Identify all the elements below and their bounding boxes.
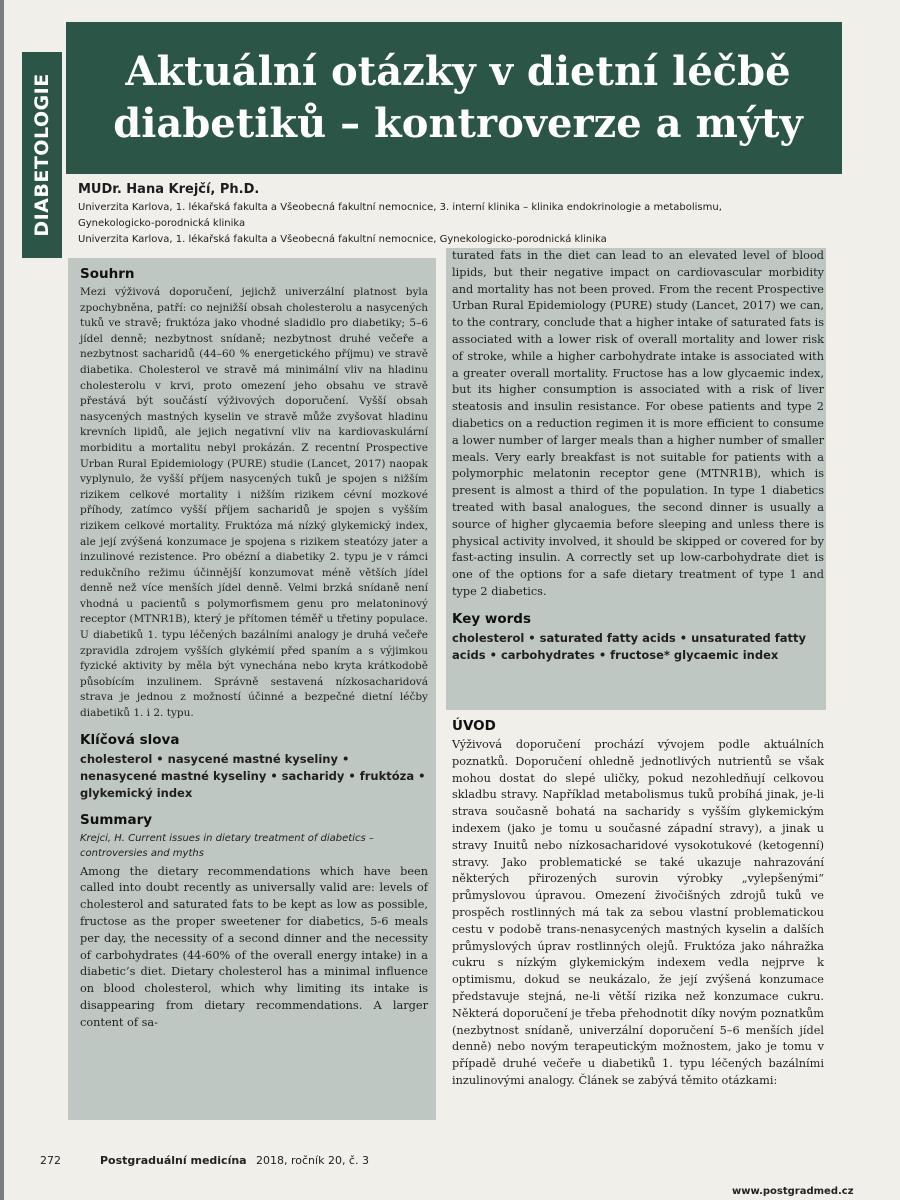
uvod-heading: ÚVOD (452, 718, 496, 734)
abstract-column-left (80, 266, 428, 1032)
page-number: 272 (40, 1154, 61, 1167)
affiliation-2: Gynekologicko-porodnická klinika (78, 218, 246, 229)
page-footer (40, 1154, 840, 1170)
author-name: MUDr. Hana Krejčí, Ph.D. (78, 182, 260, 197)
key-words-heading: Key words (452, 610, 531, 627)
key-words-text: cholesterol • saturated fatty acids • unsaturated fatty acids • carbohydrates • fructose* glycaemic index (452, 630, 807, 662)
summary-text-right: turated fats in the diet can lead to an elevated level of blood lipids, but their negative impact on cardiovascular morbidity and mortality has not been proved. From the recent Prospective Urban Rural Epidemiology (PURE) study (Lancet, 2017) we can, to the contrary, conclude that a higher intake of saturated fats is associated with a lower risk of overall mortality and lower risk of stroke, while a higher carbohydrate intake is associated with a greater overall mortality. Fructose has a low glycaemic index, but its higher consumption is associated with a risk of liver steatosis and insulin resistance. For obese patients and type 2 diabetics on a reduction regimen it is more efficient to consume a lower number of larger meals than a higher number of smaller meals. Very early breakfast is not suitable for patients with a polymorphic melatonin receptor gene (MTNR1B), which is present is almost a third of the population. In type 1 diabetics treated with basal analogues, the second dinner is usually a source of higher glycaemia before sleeping and unless there is physical activity involved, it should be skipped or covered for by fast-acting insulin. A correctly set up low-carbohydrate diet is one of the options for a safe dietary treatment of type 1 and type 2 diabetics. (452, 249, 824, 598)
section-tab (22, 52, 62, 258)
section-tab-label: DIABETOLOGIE (31, 73, 53, 237)
author-block (78, 182, 818, 248)
article-title: Aktuální otázky v dietní léčbě diabetiků – kontroverze a mýty (113, 48, 803, 147)
summary-text-left: Among the dietary recommendations which have been called into doubt recently as universally valid are: levels of cholesterol and saturated fats to be kept as low as possible, fructose as the proper sweetener for diabetics, 5-6 meals per day, the necessity of a second dinner and the necessity of carbohydrates (44-60% of the overall energy intake) in a diabetic’s diet. Dietary cholesterol has a minimal influence on blood cholesterol, which why limiting its intake is disappearing from dietary recommendations. A larger content of sa- (80, 864, 428, 1029)
journal-name: Postgraduální medicína (100, 1154, 247, 1167)
souhrn-text: Mezi výživová doporučení, jejichž univerzální platnost byla zpochybněna, patří: co nejnižší obsah cholesterolu a nasycených tuků ve stravě; fruktóza jako vhodné sladidlo pro diabetiky; 5–6 jídel denně; nezbytnost snídaně; nezbytnost druhé večeře a nezbytnost sacharidů (44–60 % energetického příjmu) ve stravě diabetika. Cholesterol ve stravě má minimální vliv na hladinu cholesterolu v krvi, proto omezení jeho obsahu ve stravě přestává být součástí výživových doporučení. Vyšší obsah nasycených mastných kyselin ve stravě může zvyšovat hladinu krevních lipidů, ale jejich negativní vliv na kardiovaskulární morbiditu a mortalitu nebyl prokázán. Z recentní Prospective Urban Rural Epidemiology (PURE) studie (Lancet, 2017) naopak vyplynulo, že vyšší příjem nasycených tuků je spojen s nižším rizikem celkové mortality i nižším rizikem cévní mozkové příhody, zatímco vyšší příjem sacharidů je spojen s vyšším rizikem celkové mortality. Fruktóza má nízký glykemický index, ale její zvýšená konzumace je spojena s rizikem steatózy jater a inzulinové rezistence. Pro obézní a diabetiky 2. typu je v rámci redukčního režimu účinnější konzumovat méně větších jídel denně než více menších jídel denně. Velmi brzká snídaně není vhodná u pacientů s polymorfismem genu pro melatoninový receptor (MTNR1B), který je přítomen téměř u třetiny populace. U diabetiků 1. typu léčených bazálními analogy je druhá večeře zpravidla zdrojem vyšších glykémií před spaním a s výjimkou fyzické aktivity by měla být vynechána nebo kryta krátkodobě působícím inzulinem. Správně sestavená nízkosacharidová strava je jednou z možností účinné a bezpečné dietní léčby diabetiků 1. i 2. typu. (80, 286, 428, 720)
journal-website: www.postgradmed.cz (732, 1186, 854, 1197)
journal-issue: 2018, ročník 20, č. 3 (256, 1154, 369, 1167)
abstract-column-right (452, 248, 824, 664)
souhrn-heading: Souhrn (80, 266, 135, 282)
uvod-text: Výživová doporučení prochází vývojem podle aktuálních poznatků. Doporučení ohledně jednotlivých nutrientů se však mohou dostat do slepé uličky, pokud nezohledňují celkovou skladbu stravy. Například metabolismus tuků probíhá jinak, je-li strava současně bohatá na sacharidy s vyšším glykemickým indexem (jako je tomu u současné západní stravy), a jinak u stravy Inuitů nebo nízkosacharidové vysokotukové (ketogenní) stravy. Jako problematické se také ukazuje nahrazování některých přirozených surovin výrobky „vylepšenými“ průmyslovou úpravou. Omezení živočišných zdrojů tuků ve prospěch rostlinných má tak za sebou vlastní problematickou cestu v podobě trans-nenasycených mastných kyselin a dalších průmyslových úprav rostlinných olejů. Fruktóza jako náhražka cukru s nízkým glykemickým indexem vedla nejprve k optimismu, dokud se neukázalo, že její zvýšená konzumace představuje stejná, ne-li větší rizika než konzumace cukru. Některá doporučení je třeba přehodnotit díky novým poznatkům (nezbytnost snídaně, univerzální doporučení 5–6 menších jídel denně) nebo novým terapeutickým možnostem, jako je tomu v případě druhé večeře u diabetiků 1. typu léčených bazálními inzulinovými analogy. Článek se zabývá těmito otázkami: (452, 738, 824, 1087)
summary-heading: Summary (80, 811, 153, 828)
title-band (66, 22, 842, 174)
affiliation-3: Univerzita Karlova, 1. lékařská fakulta a Všeobecná fakultní nemocnice, Gynekologicko-porodnická klinika (78, 234, 607, 245)
intro-column (452, 718, 824, 1090)
klicova-slova-heading: Klíčová slova (80, 731, 180, 748)
affiliation-1: Univerzita Karlova, 1. lékařská fakulta a Všeobecná fakultní nemocnice, 3. interní klinika – klinika endokrinologie a metabolismu, (78, 202, 722, 213)
summary-citation: Krejci, H. Current issues in dietary treatment of diabetics – controversies and myths (80, 832, 374, 859)
klicova-slova-text: cholesterol • nasycené mastné kyseliny • nenasycené mastné kyseliny • sacharidy • fruktóza • glykemický index (80, 751, 426, 800)
